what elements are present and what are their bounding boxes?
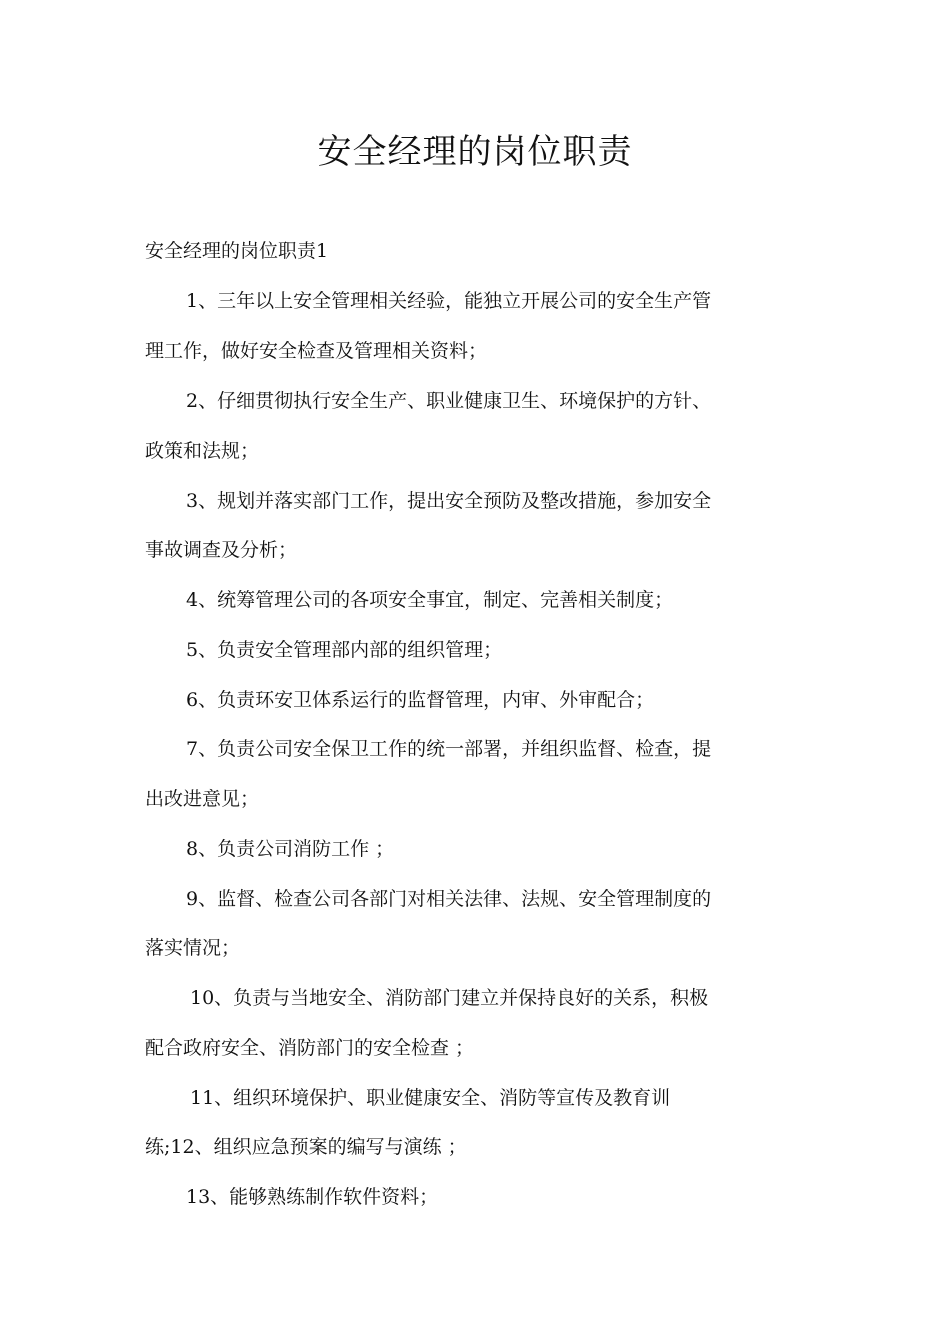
- duty-line-2-cont: 政策和法规；: [145, 440, 260, 462]
- duty-line-7: 7、负责公司安全保卫工作的统一部署，并组织监督、检查，提: [186, 738, 712, 760]
- duty-line-7-cont: 出改进意见；: [145, 788, 260, 810]
- duty-line-11: 11、组织环境保护、职业健康安全、消防等宣传及教育训: [190, 1087, 671, 1109]
- duty-line-6: 6、负责环安卫体系运行的监督管理，内审、外审配合；: [186, 689, 655, 711]
- duty-line-10: 10、负责与当地安全、消防部门建立并保持良好的关系，积极: [190, 987, 709, 1009]
- duty-line-3-cont: 事故调查及分析；: [145, 539, 298, 561]
- duty-line-3: 3、规划并落实部门工作，提出安全预防及整改措施，参加安全: [186, 490, 712, 512]
- duty-line-1: 1、三年以上安全管理相关经验，能独立开展公司的安全生产管: [186, 290, 712, 312]
- duty-line-11-cont: 练;12、组织应急预案的编写与演练 ；: [145, 1136, 467, 1158]
- document-title: 安全经理的岗位职责: [317, 132, 633, 172]
- duty-line-9: 9、监督、检查公司各部门对相关法律、法规、安全管理制度的: [186, 888, 712, 910]
- duty-line-9-cont: 落实情况；: [145, 937, 241, 959]
- duty-line-2: 2、仔细贯彻执行安全生产、职业健康卫生、环境保护的方针、: [186, 390, 712, 412]
- duty-line-10-cont: 配合政府安全、消防部门的安全检查 ；: [145, 1037, 475, 1059]
- duty-line-4: 4、统筹管理公司的各项安全事宜，制定、完善相关制度；: [186, 589, 674, 611]
- duty-line-8: 8、负责公司消防工作 ；: [186, 838, 395, 860]
- duty-line-13: 13、能够熟练制作软件资料；: [186, 1186, 439, 1208]
- duty-line-5: 5、负责安全管理部内部的组织管理；: [186, 639, 503, 661]
- duty-line-1-cont: 理工作，做好安全检查及管理相关资料；: [145, 340, 488, 362]
- section-heading: 安全经理的岗位职责1: [145, 240, 329, 262]
